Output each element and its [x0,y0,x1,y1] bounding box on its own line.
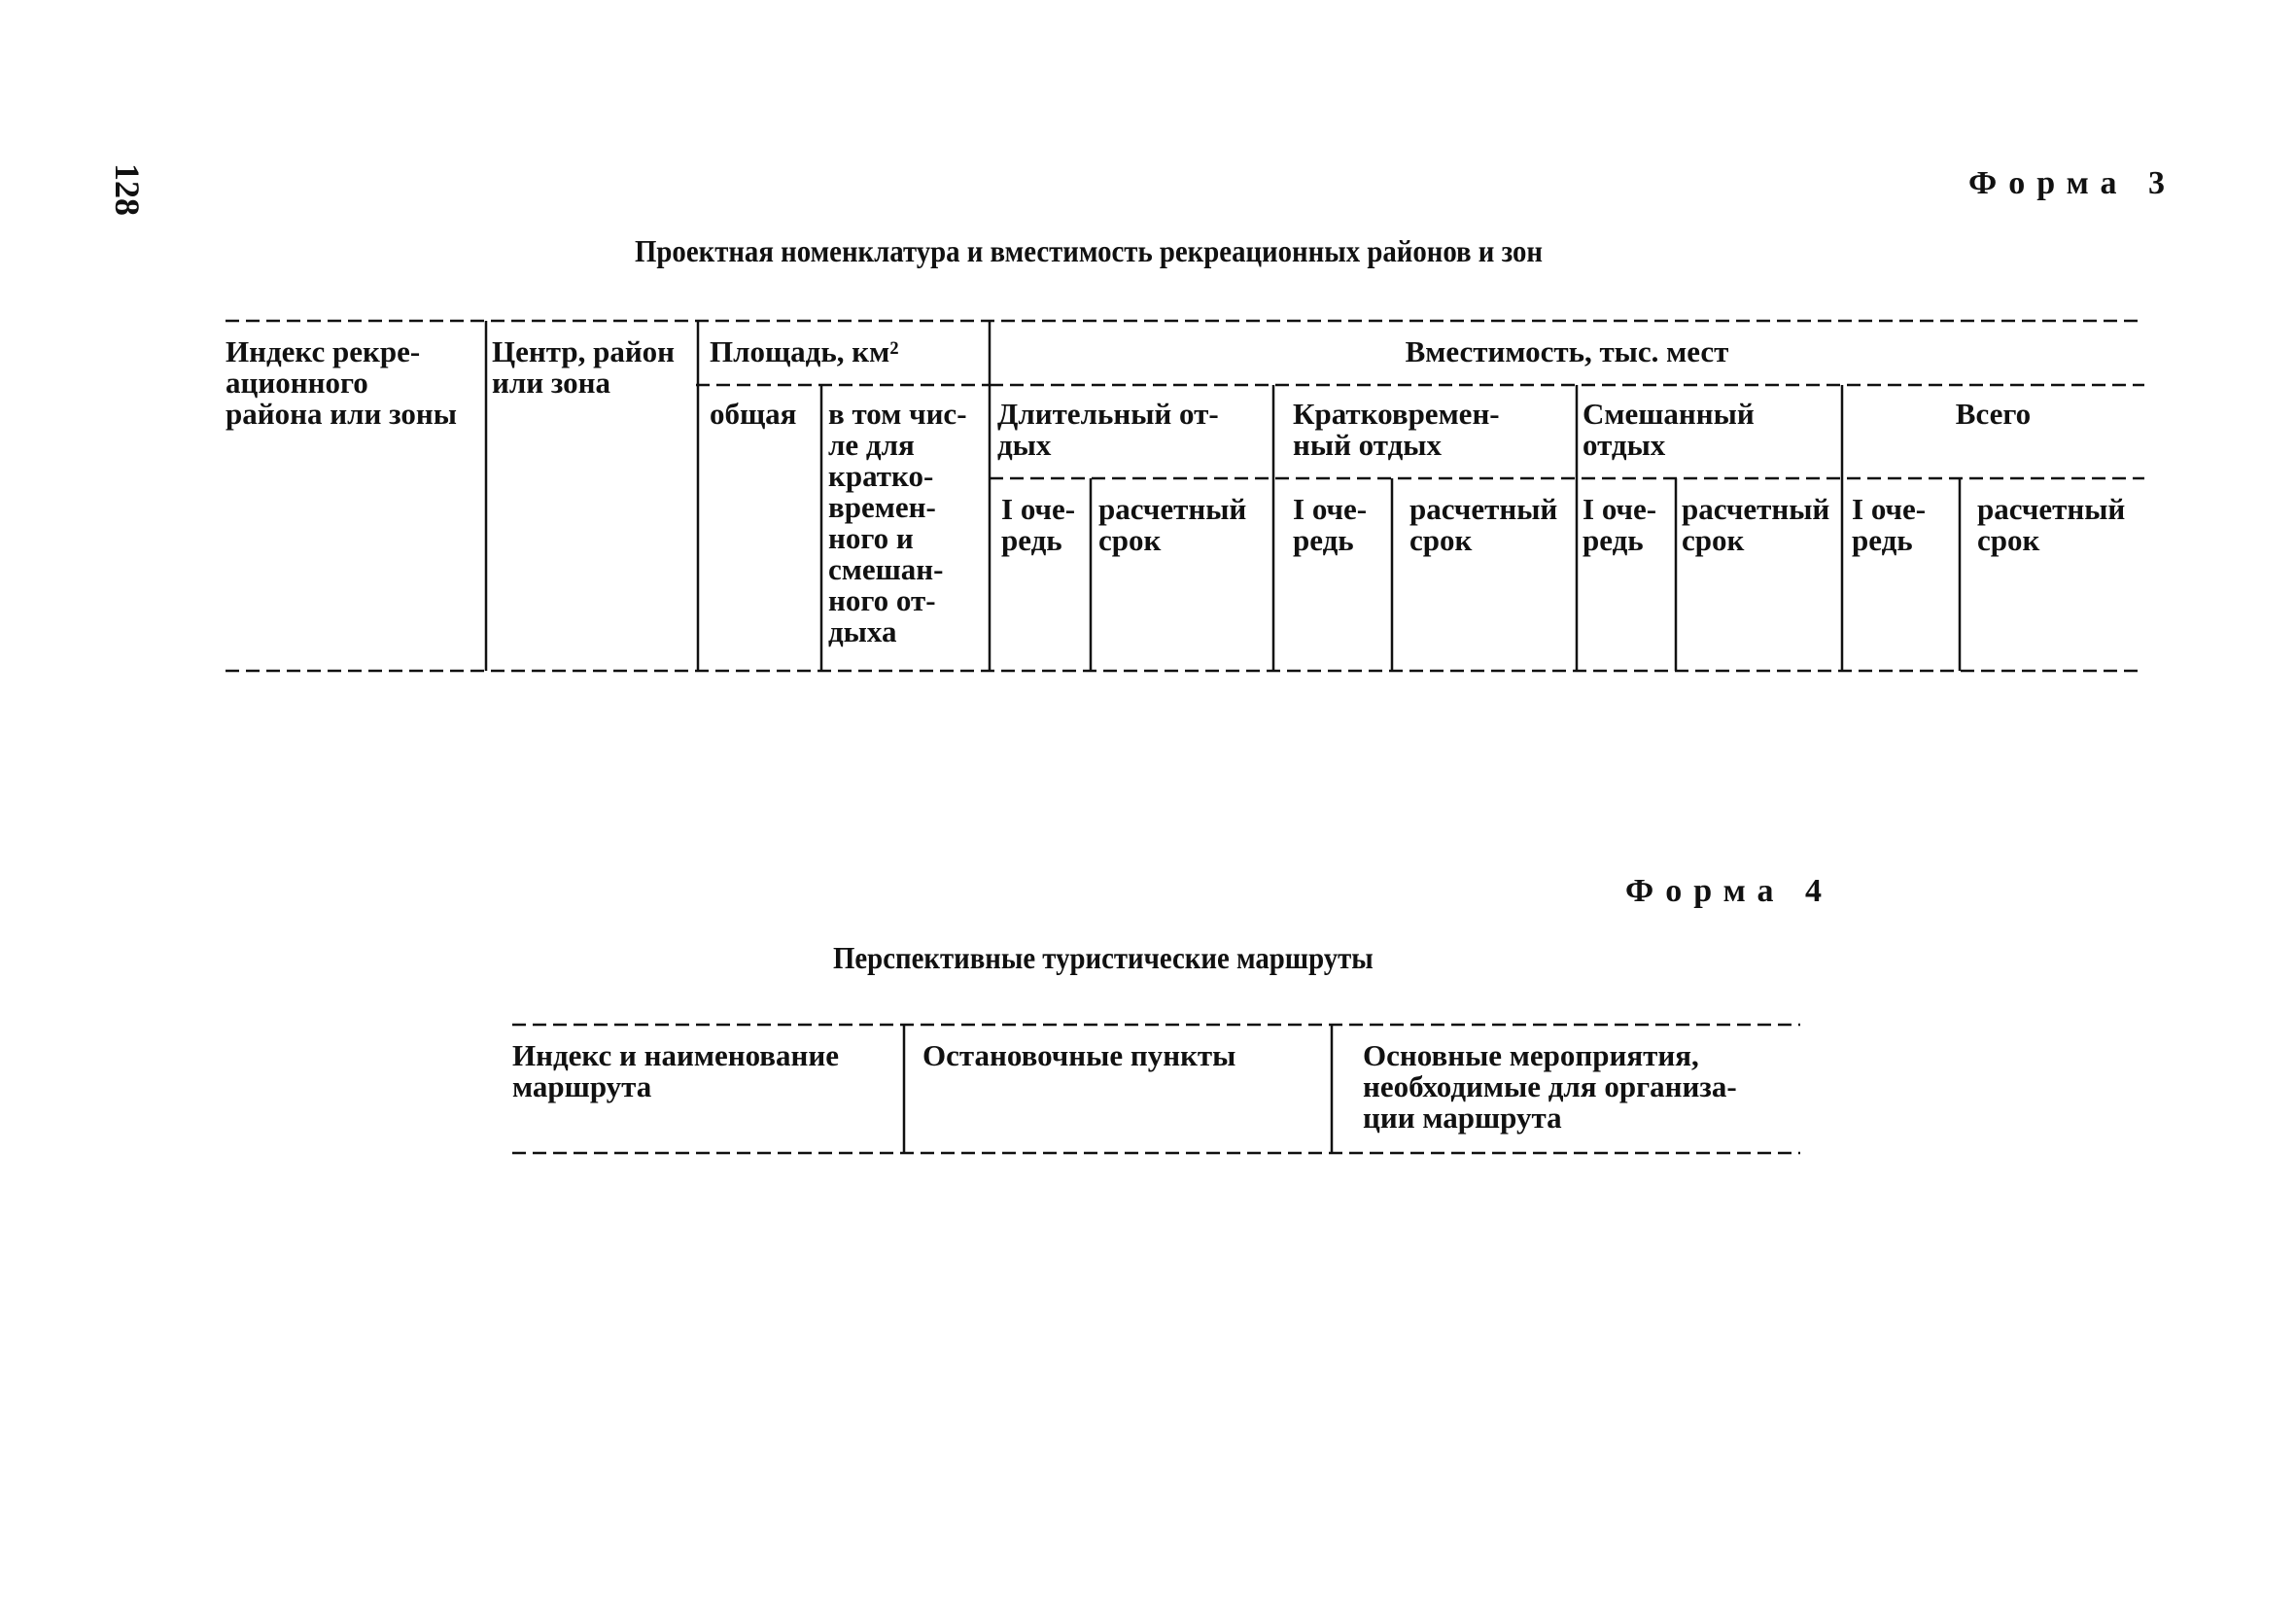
form4-title: Перспективные туристические маршруты [833,940,1374,975]
header-short-calc-term: расчетный срок [1409,492,1558,557]
form3-label: Форма 3 [1968,165,2177,201]
header-long-calc-term: расчетный срок [1098,492,1247,557]
header-long-rest: Длительный от- дых [997,397,1219,462]
header-route: Индекс и наименование маршрута [512,1038,840,1103]
header-area: Площадь, км² [710,334,899,368]
header-index: Индекс рекре- ационного района или зоны [226,334,457,431]
header-area-total: общая [710,397,797,431]
header-mixed-calc-term: расчетный срок [1682,492,1830,557]
header-stops: Остановочные пункты [922,1038,1236,1072]
header-center: Центр, район или зона [492,334,676,400]
header-short-rest: Кратковремен- ный отдых [1293,397,1500,462]
page-number: 128 [108,163,147,216]
header-total-stage1: I оче- редь [1852,492,1927,557]
header-short-stage1: I оче- редь [1293,492,1368,557]
header-mixed-stage1: I оче- редь [1583,492,1657,557]
header-long-stage1: I оче- редь [1001,492,1076,557]
header-total: Всего [1955,397,2032,431]
form3-title: Проектная номенклатура и вместимость рекреационных районов и зон [635,233,1543,268]
header-measures: Основные мероприятия, необходимые для организа- ции маршрута [1363,1038,1737,1135]
header-capacity: Вместимость, тыс. мест [1405,334,1729,368]
header-area-including: в том чис- ле для кратко- времен- ного и смешан- ного от- дыха [828,397,967,648]
form4-label: Форма 4 [1625,873,1834,909]
header-total-calc-term: расчетный срок [1977,492,2126,557]
header-mixed-rest: Смешанный отдых [1583,397,1755,462]
